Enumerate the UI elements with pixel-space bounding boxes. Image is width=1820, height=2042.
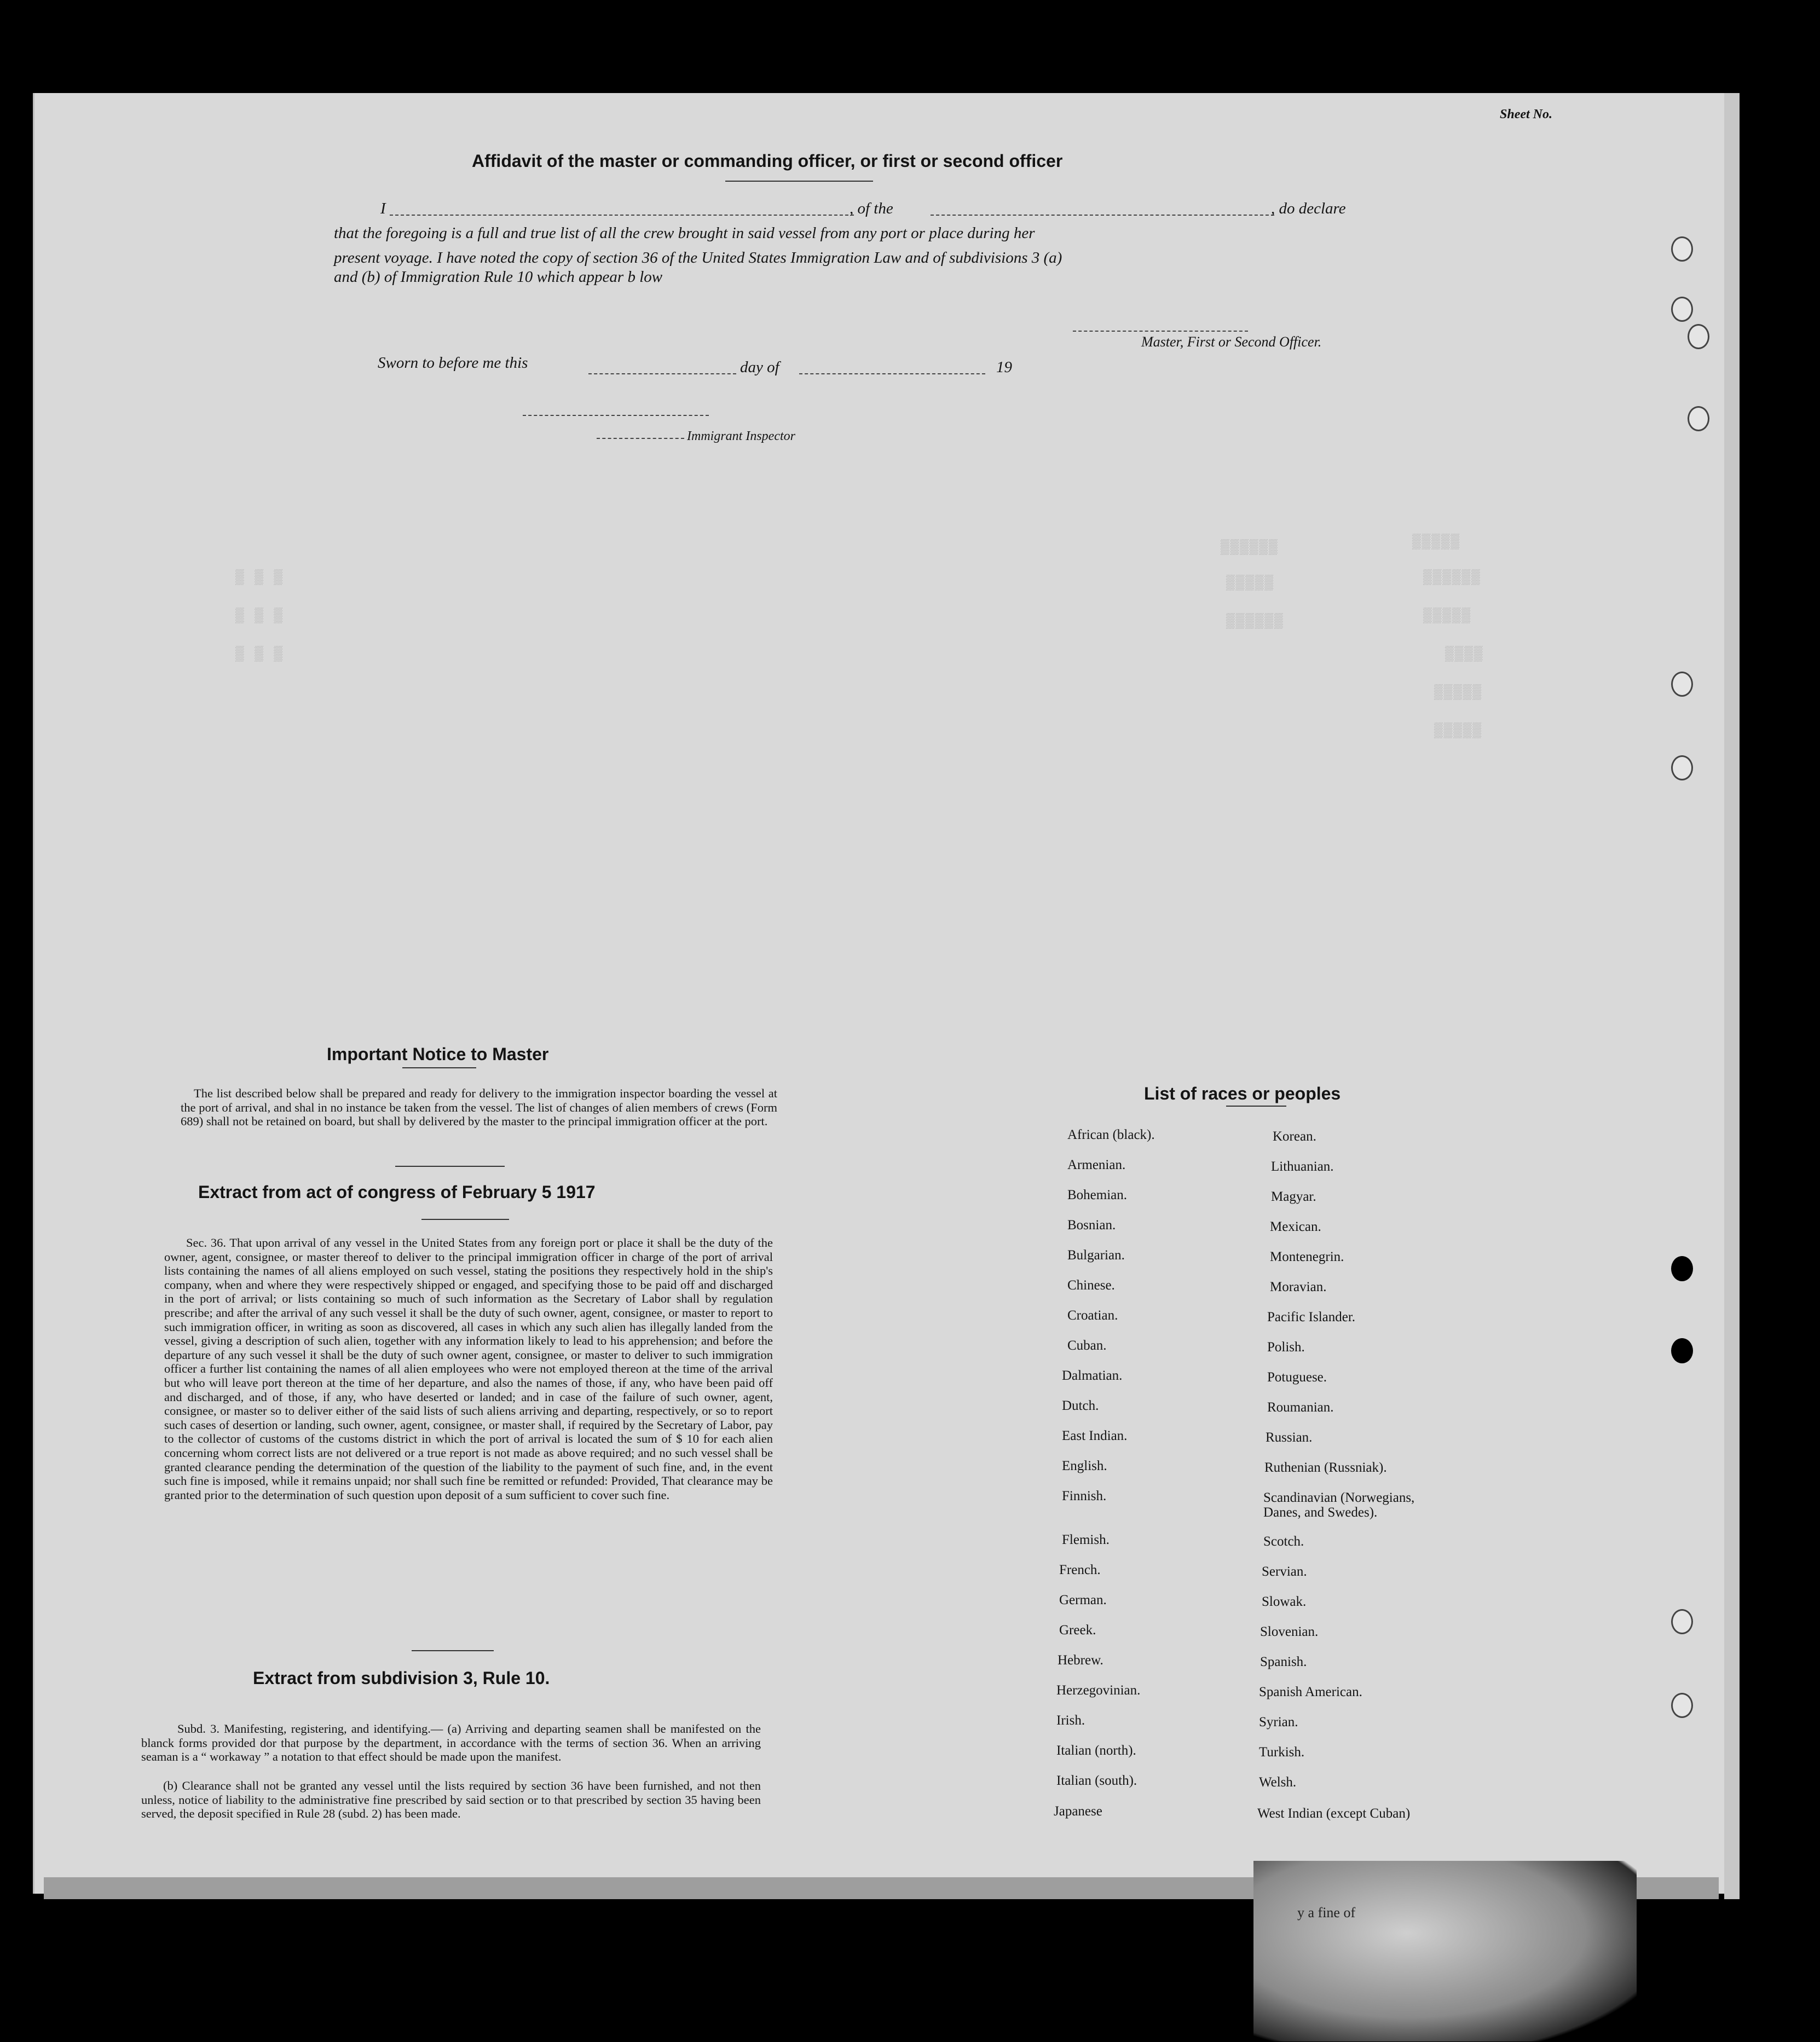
race-left: French. bbox=[1059, 1563, 1101, 1577]
race-left: Croatian. bbox=[1067, 1308, 1118, 1323]
inspector-caption: Immigrant Inspector bbox=[687, 429, 795, 443]
race-right: Roumanian. bbox=[1267, 1400, 1334, 1415]
rule-paragraph-a: Subd. 3. Manifesting, registering, and identifying.— (a) Arriving and departing seamen shall be manifested on the blanck forms provided dor that purpose by the department, in accordance with the terms of section 36. When an arriving seaman is a “ workaway ” a notation to that effect should be made upon the manifest. bbox=[141, 1722, 761, 1764]
vessel-blank bbox=[931, 215, 1274, 216]
punch-hole bbox=[1671, 236, 1693, 262]
race-right: Scandinavian (Norwegians, Danes, and Swedes). bbox=[1263, 1490, 1415, 1520]
sheet-number-label: Sheet No. bbox=[1500, 107, 1552, 122]
notice-underline bbox=[402, 1067, 476, 1068]
race-right: Russian. bbox=[1266, 1430, 1313, 1445]
race-right: Potuguese. bbox=[1267, 1370, 1327, 1385]
affidavit-line-3: present voyage. I have noted the copy of section 36 of the United States Immigration Law and of subdivisions 3 (a) bbox=[334, 249, 1062, 267]
extract-act-body: Sec. 36. That upon arrival of any vessel in the United States from any foreign port or place it shall be the duty of the owner, agent, consignee, or master thereof to deliver to the principal immigration officer in charge of the port of arrival lists containing the names of all aliens employed on such vessel, stating the positions they respectively hold in the ship's company, when and where they were respectively shipped or engaged, and specifying those to be paid off and discharged in the port of arrival; or lists containing so much of such information as the Secretary of Labor shall by regulation prescribe; and after the arrival of any such vessel it shall be the duty of such owner, agent, consignee, or master to report to such immigration officer, in writing as soon as discovered, all cases in which any such alien has illegally landed from the vessel, giving a description of such alien, together with any information likely to lead to his apprehension; and before the departure of any such vessel it shall be the duty of such owner agent, consignee, or master to deliver to such immigration officer a further list containing the names of all alien employees who were not employed thereon at the time of the arrival but who will leave port thereon at the time of her departure, and also the names of those, if any, who have been paid off and discharged, and of those, if any, who have deserted or landed; and in case of the failure of such owner, agent, consignee, or master so to deliver either of the said lists of such aliens arriving and departing, respectively, or so to report such cases of desertion or landing, such owner, agent, consignee, or master shall, if required by the Secretary of Labor, pay to the collector of customs of the customs district in which the port of arrival is located the sum of $ 10 for each alien concerning whom correct lists are not delivered or a true report is not made as above required; and no such vessel shall be granted clearance pending the determination of the question of the liability to the payment of such fine, and, in the event such fine is imposed, while it remains unpaid; nor shall such fine be remitted or refunded: Provided, That clearance may be granted prior to the determination of such question upon deposit of a sum sufficient to cover such fine. bbox=[164, 1236, 773, 1502]
bleed-through-text: ▒▒▒▒▒▒ bbox=[1221, 539, 1279, 556]
punch-hole bbox=[1688, 406, 1709, 431]
name-blank bbox=[390, 215, 854, 216]
race-left: Bohemian. bbox=[1067, 1188, 1128, 1202]
race-left: German. bbox=[1059, 1593, 1107, 1607]
torn-corner bbox=[1253, 1861, 1637, 2041]
bleed-through-text: ▒▒▒▒ bbox=[1445, 646, 1484, 662]
punch-hole bbox=[1671, 1693, 1693, 1718]
title-underline bbox=[725, 181, 873, 182]
race-left: Greek. bbox=[1059, 1623, 1096, 1638]
inspector-blank bbox=[597, 438, 684, 439]
month-blank bbox=[799, 373, 985, 374]
race-right: Lithuanian. bbox=[1271, 1159, 1334, 1174]
punch-hole bbox=[1671, 672, 1693, 697]
race-left: English. bbox=[1062, 1459, 1107, 1473]
race-left: Dutch. bbox=[1062, 1398, 1099, 1413]
race-left: Japanese bbox=[1054, 1804, 1102, 1819]
race-right: Syrian. bbox=[1259, 1715, 1298, 1729]
rule-paragraph-b: (b) Clearance shall not be granted any vessel until the lists required by section 36 have been furnished, and not then unless, notice of liability to the administrative fine prescribed by said section or to that prescribed by section 35 having been served, the deposit specified in Rule 28 (subd. 2) has been made. bbox=[141, 1779, 761, 1821]
bleed-through-text: ▒▒▒▒▒▒ bbox=[1423, 569, 1481, 586]
race-left: Chinese. bbox=[1067, 1278, 1115, 1293]
race-left: Bosnian. bbox=[1067, 1218, 1116, 1233]
bleed-through-text: ▒▒▒▒▒ bbox=[1434, 722, 1483, 739]
race-left: Cuban. bbox=[1067, 1338, 1107, 1353]
torn-fragment-text: y a fine of bbox=[1297, 1905, 1356, 1920]
day-of-text: day of bbox=[740, 358, 779, 376]
race-right: Scotch. bbox=[1263, 1534, 1304, 1549]
affidavit-of-the: , of the bbox=[850, 200, 893, 217]
bleed-through-text: ▒▒▒▒▒▒ bbox=[1226, 613, 1284, 629]
punch-hole bbox=[1671, 755, 1693, 780]
sworn-text: Sworn to before me this bbox=[378, 354, 528, 372]
race-right: Slovenian. bbox=[1260, 1624, 1319, 1639]
day-blank bbox=[588, 373, 736, 374]
bleed-through-text: ▒ ▒ ▒ bbox=[235, 646, 284, 662]
signature-caption: Master, First or Second Officer. bbox=[1141, 334, 1322, 350]
race-right: Ruthenian (Russniak). bbox=[1264, 1460, 1387, 1475]
important-notice-body: The list described below shall be prepared and ready for delivery to the immigration inspector boarding the vessel at the port of arrival, and shal in no instance be taken from the vessel. The list of changes of alien members of crews (Form 689) shall not be retained on board, but shall by delivered by the master to the principal immigration officer at the port. bbox=[181, 1086, 777, 1129]
race-right: Magyar. bbox=[1271, 1189, 1316, 1204]
rule-overline bbox=[412, 1650, 494, 1651]
affidavit-title: Affidavit of the master or commanding officer, or first or second officer bbox=[472, 151, 1063, 171]
act-underline bbox=[421, 1219, 509, 1220]
race-left: Flemish. bbox=[1062, 1532, 1110, 1547]
extract-act-title: Extract from act of congress of February 5 1917 bbox=[198, 1182, 596, 1202]
races-title: List of races or peoples bbox=[1144, 1084, 1341, 1103]
bleed-through-text: ▒▒▒▒▒ bbox=[1412, 534, 1461, 550]
race-left: Armenian. bbox=[1067, 1158, 1126, 1172]
race-left: Italian (south). bbox=[1056, 1773, 1137, 1788]
race-right: Spanish American. bbox=[1259, 1685, 1362, 1699]
bleed-through-text: ▒ ▒ ▒ bbox=[235, 569, 284, 586]
race-right: Slowak. bbox=[1262, 1594, 1307, 1609]
extract-rule-title: Extract from subdivision 3, Rule 10. bbox=[253, 1668, 550, 1688]
affidavit-line-4: and (b) of Immigration Rule 10 which appear b low bbox=[334, 268, 663, 286]
act-overline bbox=[395, 1166, 505, 1167]
race-left: African (black). bbox=[1067, 1127, 1155, 1142]
race-left: Hebrew. bbox=[1058, 1653, 1103, 1668]
race-right: Spanish. bbox=[1260, 1655, 1307, 1669]
race-right: West Indian (except Cuban) bbox=[1257, 1806, 1411, 1821]
affidavit-i: I bbox=[380, 200, 386, 217]
document-sheet bbox=[33, 93, 1737, 1894]
punch-hole bbox=[1671, 1338, 1693, 1363]
race-right: Korean. bbox=[1273, 1129, 1316, 1144]
affidavit-line-2: that the foregoing is a full and true list of all the crew brought in said vessel from any port or place during her bbox=[334, 224, 1035, 242]
punch-hole bbox=[1671, 1256, 1693, 1281]
race-left: East Indian. bbox=[1062, 1428, 1128, 1443]
race-left: Italian (north). bbox=[1056, 1743, 1136, 1758]
bleed-through-text: ▒▒▒▒▒ bbox=[1423, 608, 1472, 624]
race-right: Pacific Islander. bbox=[1267, 1310, 1356, 1324]
important-notice-title: Important Notice to Master bbox=[327, 1044, 549, 1064]
race-right: Mexican. bbox=[1270, 1219, 1321, 1234]
punch-hole bbox=[1671, 1609, 1693, 1634]
bleed-through-text: ▒ ▒ ▒ bbox=[235, 608, 284, 624]
race-right: Turkish. bbox=[1259, 1745, 1305, 1760]
signature-blank bbox=[1073, 331, 1248, 332]
inspector-signature-blank bbox=[523, 415, 709, 416]
race-right: Servian. bbox=[1262, 1564, 1307, 1579]
race-left: Dalmatian. bbox=[1062, 1368, 1123, 1383]
race-right: Moravian. bbox=[1270, 1280, 1327, 1294]
punch-hole bbox=[1671, 297, 1693, 322]
page-edge-right bbox=[1724, 93, 1740, 1899]
race-right: Welsh. bbox=[1259, 1775, 1297, 1790]
punch-hole bbox=[1688, 324, 1709, 349]
race-left: Bulgarian. bbox=[1067, 1248, 1125, 1263]
race-left: Irish. bbox=[1056, 1713, 1085, 1728]
race-right: Montenegrin. bbox=[1270, 1250, 1344, 1264]
races-underline bbox=[1226, 1106, 1286, 1107]
race-left: Herzegovinian. bbox=[1056, 1683, 1141, 1698]
bleed-through-text: ▒▒▒▒▒ bbox=[1434, 684, 1483, 701]
race-right: Polish. bbox=[1267, 1340, 1305, 1355]
affidavit-declare: , do declare bbox=[1271, 200, 1346, 217]
bleed-through-text: ▒▒▒▒▒ bbox=[1226, 575, 1275, 591]
year-prefix: 19 bbox=[996, 358, 1012, 376]
race-left: Finnish. bbox=[1062, 1489, 1107, 1503]
